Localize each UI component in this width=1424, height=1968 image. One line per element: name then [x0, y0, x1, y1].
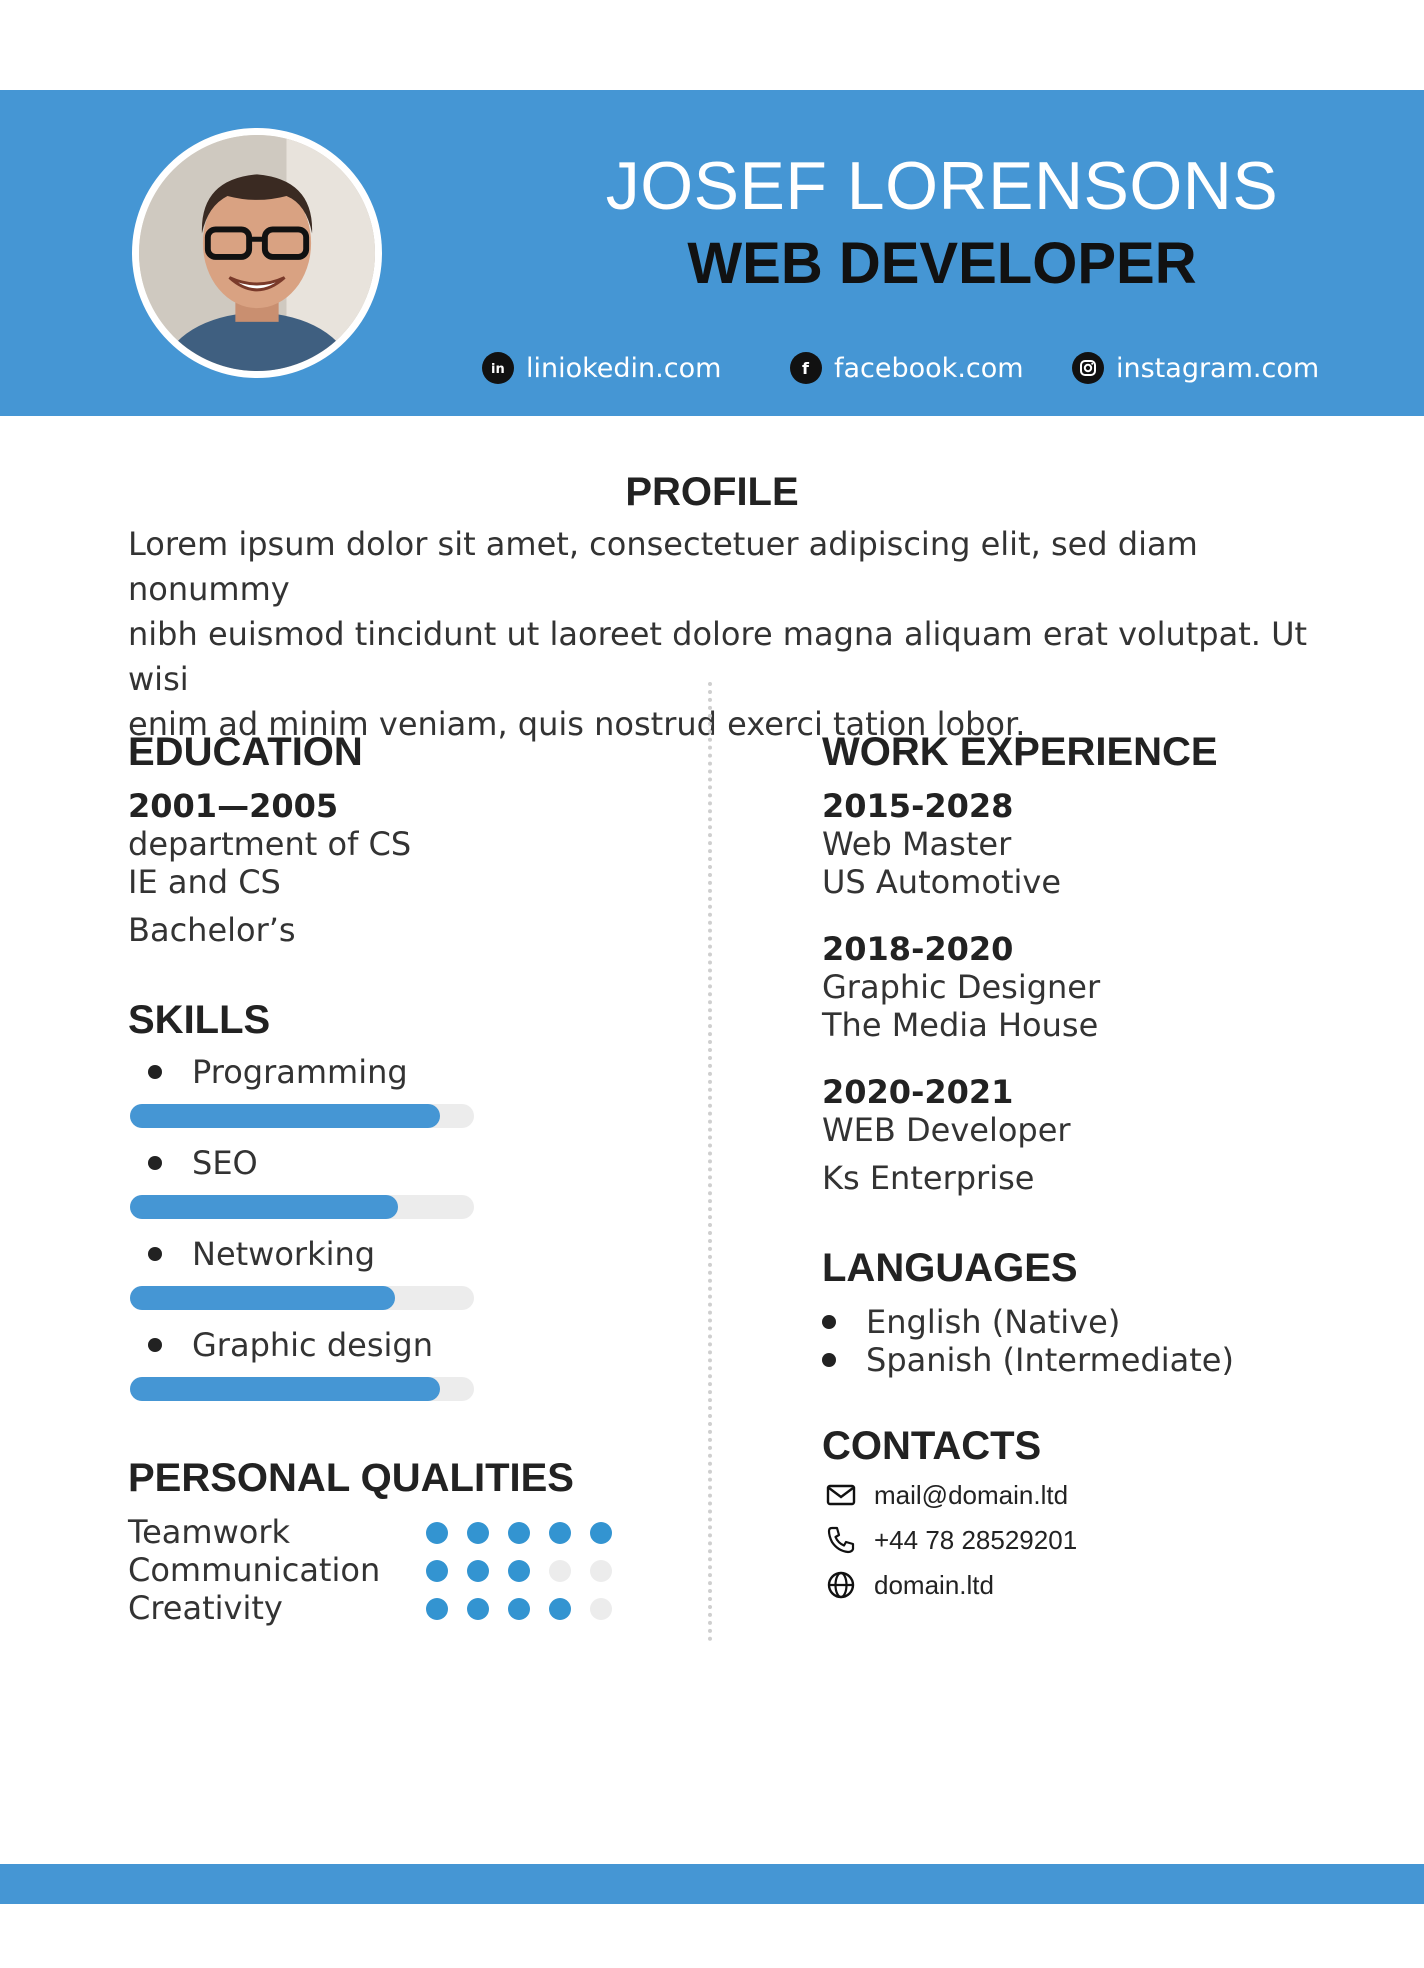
work-heading: WORK EXPERIENCE: [822, 730, 1218, 774]
contacts-heading: CONTACTS: [822, 1424, 1042, 1468]
skill-label: Networking: [192, 1235, 376, 1273]
profile-line: Lorem ipsum dolor sit amet, consectetuer adipiscing elit, sed diam nonummy: [128, 525, 1198, 608]
skill-bar-fill: [130, 1104, 440, 1128]
rating-dot-filled: [549, 1598, 571, 1620]
quality-label: Communication: [128, 1551, 381, 1589]
rating-dot-filled: [426, 1522, 448, 1544]
svg-text:in: in: [491, 362, 505, 377]
language-label: Spanish (Intermediate): [866, 1341, 1234, 1379]
skill-bar: [130, 1104, 474, 1128]
job-company: Ks Enterprise: [822, 1159, 1035, 1197]
skills-heading: SKILLS: [128, 998, 271, 1042]
contact-label: mail@domain.ltd: [874, 1479, 1069, 1510]
rating-dot-filled: [590, 1522, 612, 1544]
education-degree: Bachelor’s: [128, 911, 296, 949]
skill-bar: [130, 1286, 474, 1310]
bullet-icon: [148, 1247, 162, 1261]
rating-dot-filled: [508, 1560, 530, 1582]
skill-item: [128, 1235, 376, 1273]
education-line: IE and CS: [128, 863, 281, 901]
contact-label: +44 78 28529201: [874, 1524, 1078, 1555]
rating-dot-filled: [549, 1522, 571, 1544]
job-role: WEB Developer: [822, 1111, 1071, 1149]
linkedin-icon: [482, 352, 514, 384]
skill-bar-fill: [130, 1286, 395, 1310]
social-link-linkedin[interactable]: [482, 352, 721, 384]
job-years: 2015-2028: [822, 787, 1014, 825]
rating-dot-filled: [508, 1598, 530, 1620]
rating-dot-filled: [467, 1522, 489, 1544]
phone-icon: [824, 1523, 858, 1557]
profile-photo: [132, 128, 382, 378]
rating-dot-filled: [426, 1598, 448, 1620]
quality-rating: [426, 1560, 631, 1582]
language-item: [822, 1303, 1121, 1341]
education-line: department of CS: [128, 825, 412, 863]
bullet-icon: [148, 1065, 162, 1079]
mail-icon: [824, 1478, 858, 1512]
instagram-icon: [1072, 352, 1104, 384]
quality-label: Creativity: [128, 1589, 283, 1627]
skill-bar-fill: [130, 1195, 398, 1219]
languages-heading: LANGUAGES: [822, 1246, 1078, 1290]
facebook-icon: [790, 352, 822, 384]
skill-item: [128, 1326, 433, 1364]
job-company: The Media House: [822, 1006, 1099, 1044]
header-banner: [0, 90, 1424, 416]
globe-icon: [824, 1568, 858, 1602]
bullet-icon: [822, 1315, 836, 1329]
contact-label: domain.ltd: [874, 1569, 994, 1600]
skill-item: [128, 1144, 258, 1182]
rating-dot-empty: [590, 1598, 612, 1620]
social-label: facebook.com: [834, 352, 1024, 384]
job-years: 2020-2021: [822, 1073, 1014, 1111]
bullet-icon: [822, 1353, 836, 1367]
quality-label: Teamwork: [128, 1513, 291, 1551]
rating-dot-empty: [590, 1560, 612, 1582]
quality-rating: [426, 1522, 631, 1544]
profile-line: nibh euismod tincidunt ut laoreet dolore magna aliquam erat volutpat. Ut wisi: [128, 615, 1308, 698]
profile-line: enim ad minim veniam, quis nostrud exerci tation lobor.: [128, 705, 1026, 743]
profile-heading: PROFILE: [625, 470, 799, 514]
skill-bar: [130, 1377, 474, 1401]
contact-website[interactable]: [824, 1568, 994, 1602]
social-label: instagram.com: [1116, 352, 1320, 384]
footer-bar: [0, 1864, 1424, 1904]
job-role: Web Master: [822, 825, 1012, 863]
skill-bar: [130, 1195, 474, 1219]
profile-text: [128, 522, 1328, 747]
skill-bar-fill: [130, 1377, 440, 1401]
contact-email[interactable]: [824, 1478, 1068, 1512]
job-role: Graphic Designer: [822, 968, 1101, 1006]
rating-dot-filled: [508, 1522, 530, 1544]
contact-phone[interactable]: [824, 1523, 1077, 1557]
social-label: liniokedin.com: [526, 352, 722, 384]
portrait-image: [139, 135, 375, 371]
bullet-icon: [148, 1338, 162, 1352]
qualities-heading: PERSONAL QUALITIES: [128, 1456, 574, 1500]
skill-label: SEO: [192, 1144, 258, 1182]
skill-label: Graphic design: [192, 1326, 433, 1364]
social-link-facebook[interactable]: [790, 352, 1024, 384]
column-divider: [708, 682, 712, 1642]
language-item: [822, 1341, 1234, 1379]
skill-label: Programming: [192, 1053, 408, 1091]
job-years: 2018-2020: [822, 930, 1014, 968]
rating-dot-filled: [467, 1560, 489, 1582]
rating-dot-filled: [426, 1560, 448, 1582]
bullet-icon: [148, 1156, 162, 1170]
rating-dot-filled: [467, 1598, 489, 1620]
education-years: 2001—2005: [128, 787, 339, 825]
rating-dot-empty: [549, 1560, 571, 1582]
quality-rating: [426, 1598, 631, 1620]
job-company: US Automotive: [822, 863, 1062, 901]
education-heading: EDUCATION: [128, 730, 363, 774]
job-title: WEB DEVELOPER: [687, 231, 1197, 296]
language-label: English (Native): [866, 1303, 1121, 1341]
skill-item: [128, 1053, 408, 1091]
social-link-instagram[interactable]: [1072, 352, 1319, 384]
svg-text:f: f: [802, 359, 809, 378]
person-name: JOSEF LORENSONS: [605, 148, 1279, 224]
